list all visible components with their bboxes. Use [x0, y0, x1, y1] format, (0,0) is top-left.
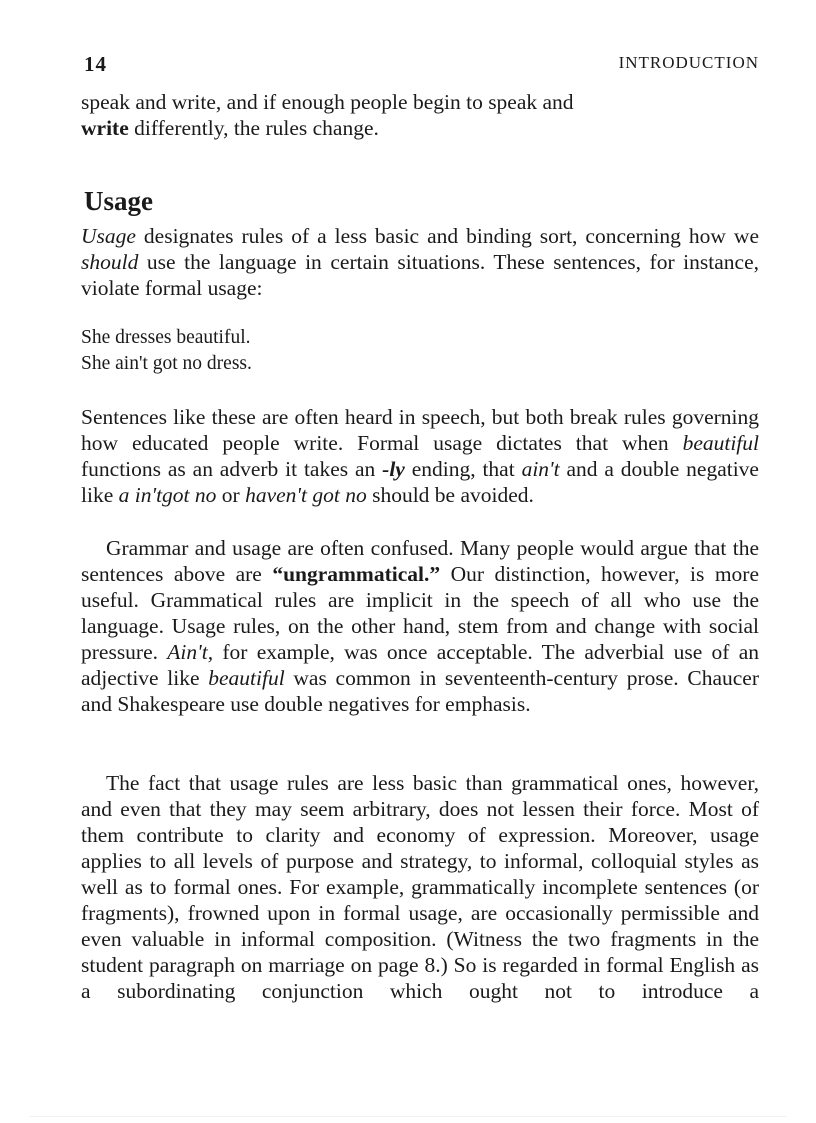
page-number: 14 [84, 52, 107, 76]
paragraph-grammar-vs-usage [81, 535, 759, 717]
definition-text-1: designates rules of a less basic and binding sort, concerning how we [135, 224, 759, 248]
para2-ungrammatical: “ungrammatical.” [272, 562, 441, 586]
intro-text-write: write [81, 116, 129, 140]
definition-should: should [81, 250, 139, 274]
para3-text: The fact that usage rules are less basic than grammatical ones, however, and even that they may seem arbitrary, does not lessen their force. Most of them contribute to clarity and economy of expression. Moreover, usage applies to all levels of purpose and strategy, to informal, colloquial styles as well as to formal ones. For example, grammatically incomplete sentences (or fragments), frowned upon in formal usage, are occasionally permissible and even valuable in informal composition. (Witness the two fragments in the student paragraph on marriage on page 8.) So is regarded in formal English as a subordinating conjunction which ought not to introduce a [81, 771, 759, 1003]
intro-text-1: speak and write, and if enough people begin to speak and [81, 90, 574, 114]
example-sentences [81, 325, 252, 377]
para1-text-3: ending, that [404, 457, 522, 481]
para1-text-6: should be avoided. [366, 483, 534, 507]
para2-text-2: Our distinction, however, is more useful. Grammatical rules are implicit in the speech of all who use the language. Usage rules, on the other hand, stem from and change with social pressure. [81, 562, 760, 664]
para1-text-2: functions as an adverb it takes an [81, 457, 383, 481]
section-heading: Usage [84, 186, 153, 216]
para1-text-1: Sentences like these are often heard in speech, but both break rules governing how educated people write. Formal usage dictates that when [81, 405, 759, 455]
paragraph-usage-rules [81, 404, 759, 508]
page-bottom-edge [30, 1116, 786, 1117]
para1-aint: ain't [521, 457, 560, 481]
para2-text-1: Grammar and usage are often confused. Many people would argue that the sentences above are [81, 536, 759, 586]
para2-beautiful: beautiful [208, 666, 285, 690]
para1-ly: -ly [382, 457, 405, 481]
running-head [84, 50, 759, 76]
example-sentence-2: She ain't got no dress. [81, 353, 252, 374]
para1-beautiful: beautiful [682, 431, 759, 455]
paragraph-usage-force [81, 770, 759, 1004]
para2-text-3: for example, was once acceptable. The adverbial use of an adjective like [81, 640, 759, 690]
running-title: INTRODUCTION [618, 53, 759, 72]
para2-aint: Ain't, [167, 640, 214, 664]
para1-text-4: and a double negative like [81, 457, 759, 507]
intro-paragraph [81, 89, 759, 141]
para2-text-4: was common in seventeenth-century prose. Chaucer and Shakespeare use double negatives for emphasis. [81, 666, 759, 716]
para1-aint-got-no: a in'tgot no [118, 483, 217, 507]
definition-term: Usage [81, 224, 136, 248]
example-sentence-1: She dresses beautiful. [81, 327, 251, 348]
para1-havent-got-no: haven't got no [245, 483, 367, 507]
intro-text-2: differently, the rules change. [128, 116, 379, 140]
para1-text-5: or [216, 483, 246, 507]
definition-text-2: use the language in certain situations. These sentences, for instance, violate formal usage: [81, 250, 759, 300]
definition-paragraph [81, 223, 759, 301]
